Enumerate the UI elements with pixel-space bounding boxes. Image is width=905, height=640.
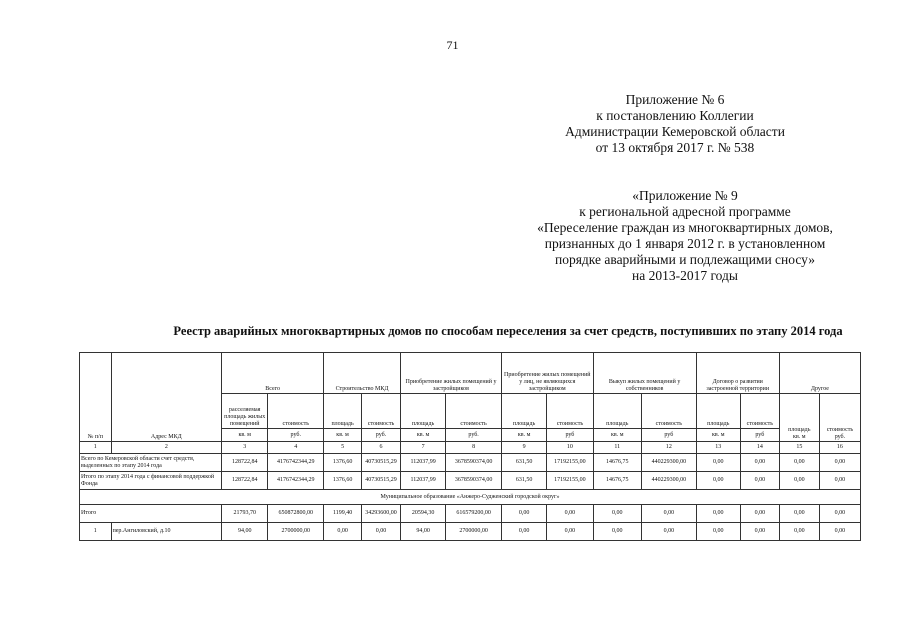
column-number: 15 <box>779 442 819 454</box>
table-cell: 0,00 <box>740 523 779 541</box>
table-row-itogo <box>80 505 861 523</box>
table-cell: 0,00 <box>696 523 740 541</box>
appendix-6-line: к постановлению Коллегии <box>596 108 754 123</box>
table-cell: 112037,99 <box>400 472 445 490</box>
table-cell: 616579200,00 <box>446 505 502 523</box>
sub-header-cost <box>819 394 860 442</box>
table-cell: 0,00 <box>324 523 362 541</box>
sub-header-cost: стоимость <box>547 394 593 429</box>
sub-header-cost: стоимость <box>446 394 502 429</box>
column-number: 1 <box>80 442 112 454</box>
column-number: 16 <box>819 442 860 454</box>
unit-label: кв. м <box>593 429 641 442</box>
group-header-total: Всего <box>222 353 324 394</box>
unit-label: кв. м <box>696 429 740 442</box>
appendix-9-line: «Приложение № 9 <box>632 188 738 203</box>
table-cell: 1376,60 <box>324 454 362 472</box>
column-number: 14 <box>740 442 779 454</box>
table-cell: 3678590374,00 <box>446 472 502 490</box>
table-cell: 1199,40 <box>324 505 362 523</box>
table-cell: 4176742344,29 <box>268 454 324 472</box>
row-label: Всего по Кемеровской области счет средств, выделенных по этапу 2014 года <box>80 454 222 472</box>
sub-header-area: площадь <box>400 394 445 429</box>
table-cell: 0,00 <box>779 472 819 490</box>
table-cell: 14676,75 <box>593 454 641 472</box>
table-cell: 21793,70 <box>222 505 268 523</box>
table-cell: 0,00 <box>779 505 819 523</box>
table-row <box>80 523 861 541</box>
table-cell: 0,00 <box>502 523 547 541</box>
sub-header-cost: стоимость <box>362 394 401 429</box>
column-number: 10 <box>547 442 593 454</box>
sub-header-cost: стоимость <box>740 394 779 429</box>
table-cell: 17192155,00 <box>547 454 593 472</box>
table-cell: 0,00 <box>547 505 593 523</box>
table-cell: 0,00 <box>696 454 740 472</box>
page-number: 71 <box>446 38 459 52</box>
table-cell: 0,00 <box>362 523 401 541</box>
row-address: пер.Ангиловский, д.10 <box>111 523 222 541</box>
table-cell: 14676,75 <box>593 472 641 490</box>
table-cell: 128722,84 <box>222 472 268 490</box>
sub-header-cost: стоимость <box>641 394 696 429</box>
table-cell: 4176742344,29 <box>268 472 324 490</box>
table-cell: 0,00 <box>740 505 779 523</box>
appendix-9-header <box>495 188 875 284</box>
table-cell: 112037,99 <box>400 454 445 472</box>
table-cell: 94,00 <box>222 523 268 541</box>
unit-label: кв. м <box>793 434 806 440</box>
table-cell: 0,00 <box>779 523 819 541</box>
row-label: Итого <box>80 505 222 523</box>
column-number: 3 <box>222 442 268 454</box>
column-number: 8 <box>446 442 502 454</box>
registry-table <box>79 352 861 541</box>
group-header-buyout: Выкуп жилых помещений у собственников <box>593 353 696 394</box>
table-cell: 3678590374,00 <box>446 454 502 472</box>
sub-header-area: площадь <box>593 394 641 429</box>
table-cell: 0,00 <box>641 523 696 541</box>
col-header-address: Адрес МКД <box>111 353 222 442</box>
table-cell: 0,00 <box>696 505 740 523</box>
row-number: 1 <box>80 523 112 541</box>
appendix-6-line: Администрации Кемеровской области <box>565 124 785 139</box>
unit-label: руб. <box>268 429 324 442</box>
table-cell: 440229300,00 <box>641 472 696 490</box>
table-cell: 0,00 <box>547 523 593 541</box>
table-cell: 2700000,00 <box>268 523 324 541</box>
col-header-no: № п/п <box>80 353 112 442</box>
table-cell: 440229300,00 <box>641 454 696 472</box>
table-cell: 1376,60 <box>324 472 362 490</box>
table-cell: 650872800,00 <box>268 505 324 523</box>
table-cell: 2700000,00 <box>446 523 502 541</box>
unit-label: руб. <box>362 429 401 442</box>
table-cell: 0,00 <box>819 523 860 541</box>
appendix-9-line: порядке аварийными и подлежащими сносу» <box>554 252 816 267</box>
table-cell: 631,50 <box>502 454 547 472</box>
unit-label: руб <box>547 429 593 442</box>
unit-label: кв. м <box>400 429 445 442</box>
table-cell: 40730515,29 <box>362 472 401 490</box>
column-number: 5 <box>324 442 362 454</box>
table-cell: 0,00 <box>819 472 860 490</box>
column-number: 13 <box>696 442 740 454</box>
unit-label: кв. м <box>324 429 362 442</box>
sub-header-cost: стоимость <box>268 394 324 429</box>
group-header-development-agreement: Договор о развитии застроенной территории <box>696 353 779 394</box>
group-header-developer-purchase: Приобретение жилых помещений у застройщиков <box>400 353 501 394</box>
table-cell: 94,00 <box>400 523 445 541</box>
sub-header-area: площадь <box>696 394 740 429</box>
table-cell: 34293600,00 <box>362 505 401 523</box>
column-number: 12 <box>641 442 696 454</box>
municipality-label: Муниципальное образование «Анжеро-Судженский городской округ» <box>80 490 861 505</box>
sub-header-cost-label: стоимость <box>826 427 854 433</box>
column-number: 11 <box>593 442 641 454</box>
appendix-6-line: Приложение № 6 <box>625 92 725 107</box>
column-number: 6 <box>362 442 401 454</box>
table-cell: 0,00 <box>779 454 819 472</box>
appendix-9-line: к региональной адресной программе <box>579 204 791 219</box>
sub-header-area-label: площадь <box>788 427 811 433</box>
group-header-nondeveloper-purchase: Приобретение жилых помещений у лиц, не являющихся застройщиком <box>502 353 594 394</box>
appendix-9-line: «Переселение граждан из многоквартирных домов, <box>537 220 833 235</box>
sub-header-area <box>779 394 819 442</box>
table-cell: 0,00 <box>641 505 696 523</box>
table-cell: 17192155,00 <box>547 472 593 490</box>
unit-label: кв. м <box>502 429 547 442</box>
table-cell: 0,00 <box>593 523 641 541</box>
table-row-total-fund <box>80 472 861 490</box>
table-cell: 0,00 <box>696 472 740 490</box>
appendix-6-line: от 13 октября 2017 г. № 538 <box>595 140 755 155</box>
column-number: 2 <box>111 442 222 454</box>
unit-label: руб. <box>834 434 846 440</box>
column-number: 9 <box>502 442 547 454</box>
unit-label: руб <box>740 429 779 442</box>
group-header-construction: Строительство МКД <box>324 353 401 394</box>
unit-label: руб. <box>446 429 502 442</box>
municipality-row <box>80 490 861 505</box>
sub-header-area: площадь <box>502 394 547 429</box>
table-cell: 631,50 <box>502 472 547 490</box>
column-numbers-row <box>80 442 861 454</box>
column-number: 7 <box>400 442 445 454</box>
table-cell: 0,00 <box>819 505 860 523</box>
appendix-9-line: признанных до 1 января 2012 г. в установленном <box>544 236 826 251</box>
column-number: 4 <box>268 442 324 454</box>
table-cell: 0,00 <box>502 505 547 523</box>
unit-label: кв. м <box>222 429 268 442</box>
table-row-total-region <box>80 454 861 472</box>
sub-header-area: площадь <box>324 394 362 429</box>
row-label: Итого по этапу 2014 года с финансовой поддержкой Фонда <box>80 472 222 490</box>
appendix-6-header <box>560 92 790 156</box>
table-cell: 0,00 <box>819 454 860 472</box>
table-cell: 20594,30 <box>400 505 445 523</box>
table-cell: 128722,84 <box>222 454 268 472</box>
header-row-groups <box>80 353 861 394</box>
unit-label: руб <box>641 429 696 442</box>
table-cell: 0,00 <box>740 454 779 472</box>
table-cell: 0,00 <box>740 472 779 490</box>
table-title: Реестр аварийных многоквартирных домов по способам переселения за счет средств, поступивших по этапу 2014 года <box>173 324 843 338</box>
appendix-9-line: на 2013-2017 годы <box>632 268 738 283</box>
group-header-other: Другое <box>779 353 860 394</box>
table-cell: 40730515,29 <box>362 454 401 472</box>
sub-header-resettled-area: расселяемая площадь жилых помещений <box>222 394 268 429</box>
table-cell: 0,00 <box>593 505 641 523</box>
